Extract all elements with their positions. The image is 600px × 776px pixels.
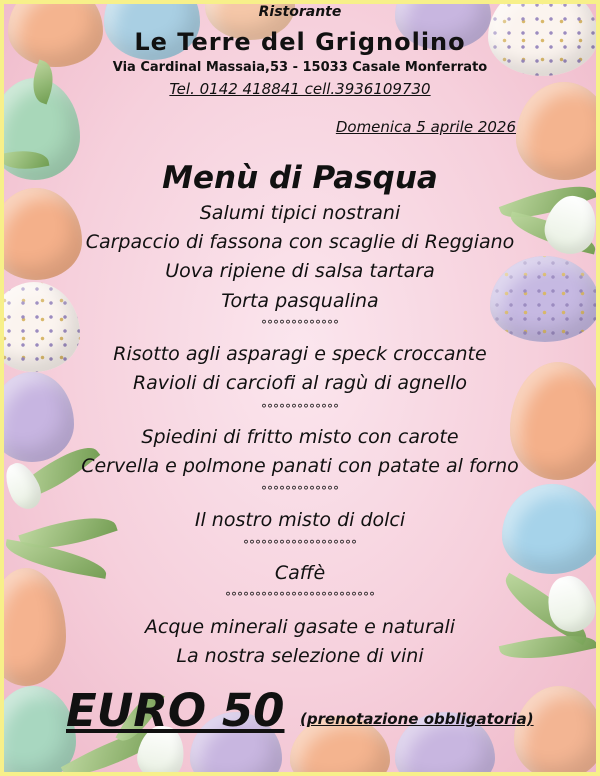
- menu-item: Risotto agli asparagi e speck croccante: [113, 343, 487, 365]
- course-separator: °°°°°°°°°°°°°°°°°°°: [243, 538, 357, 552]
- menu-item: Cervella e polmone panati con patate al forno: [81, 455, 519, 477]
- menu-item: Salumi tipici nostrani: [199, 202, 401, 224]
- menu-item: La nostra selezione di vini: [176, 645, 424, 667]
- menu-item: Uova ripiene di salsa tartara: [165, 260, 435, 282]
- course-separator: °°°°°°°°°°°°°°°°°°°°°°°°°: [225, 590, 375, 604]
- event-date: Domenica 5 aprile 2026: [335, 118, 516, 136]
- menu-item: Carpaccio di fassona con scaglie di Reggiano: [85, 231, 515, 253]
- egg-green-icon: [0, 686, 76, 776]
- price-note: (prenotazione obbligatoria): [300, 710, 534, 728]
- course-separator: °°°°°°°°°°°°°: [261, 484, 339, 498]
- menu-item: Il nostro misto di dolci: [194, 509, 406, 531]
- menu-item: Ravioli di carciofi al ragù di agnello: [132, 372, 468, 394]
- egg-peach-icon: [514, 686, 600, 776]
- menu-item: Caffè: [274, 562, 326, 584]
- restaurant-name: Le Terre del Grignolino: [134, 28, 466, 56]
- course-separator: °°°°°°°°°°°°°: [261, 402, 339, 416]
- price-amount: EURO 50: [66, 684, 285, 737]
- course-separator: °°°°°°°°°°°°°: [261, 318, 339, 332]
- menu-item: Spiedini di fritto misto con carote: [141, 426, 459, 448]
- menu-title: Menù di Pasqua: [162, 160, 438, 196]
- restaurant-address: Via Cardinal Massaia,53 - 15033 Casale Monferrato: [112, 60, 488, 75]
- menu-item: Torta pasqualina: [221, 290, 379, 312]
- restaurant-kicker: Ristorante: [258, 4, 342, 20]
- restaurant-phone: Tel. 0142 418841 cell.3936109730: [169, 80, 431, 98]
- menu-item: Acque minerali gasate e naturali: [144, 616, 456, 638]
